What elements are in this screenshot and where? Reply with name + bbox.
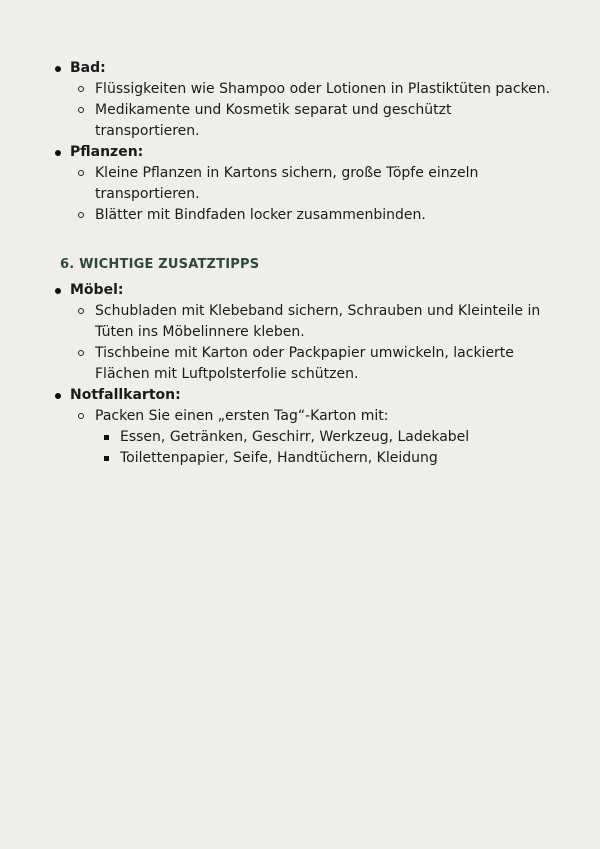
- item-heading: Notfallkarton:: [70, 387, 181, 403]
- nested-list: [95, 427, 560, 469]
- nested-list-item: Essen, Getränken, Geschirr, Werkzeug, Ladekabel: [95, 427, 560, 448]
- sub-list: [70, 406, 560, 469]
- list-item: [52, 385, 560, 469]
- list-item: [52, 58, 560, 142]
- sub-list-item: [70, 406, 560, 469]
- sub-list-item: Tischbeine mit Karton oder Packpapier umwickeln, lackierte Flächen mit Luftpolsterfolie schützen.: [70, 343, 560, 385]
- sub-list-item: Schubladen mit Klebeband sichern, Schrauben und Kleinteile in Tüten ins Möbelinnere kleben.: [70, 301, 560, 343]
- sub-list-item: Flüssigkeiten wie Shampoo oder Lotionen in Plastiktüten packen.: [70, 79, 560, 100]
- sub-list-item: Kleine Pflanzen in Kartons sichern, große Töpfe einzeln transportieren.: [70, 163, 560, 205]
- item-heading: Pflanzen:: [70, 144, 144, 160]
- sub-list-item: Blätter mit Bindfaden locker zusammenbinden.: [70, 205, 560, 226]
- list-item: [52, 142, 560, 226]
- section-title: 6. WICHTIGE ZUSATZTIPPS: [60, 257, 260, 272]
- item-heading: Bad:: [70, 60, 106, 76]
- sub-list-item-text: Packen Sie einen „ersten Tag“-Karton mit:: [95, 408, 389, 424]
- sub-list: [70, 163, 560, 226]
- nested-list-item: Toilettenpapier, Seife, Handtüchern, Kleidung: [95, 448, 560, 469]
- sub-list: [70, 301, 560, 385]
- extra-tips-list: [52, 280, 560, 469]
- item-heading: Möbel:: [70, 282, 124, 298]
- sub-list: [70, 79, 560, 142]
- sub-list-item: Medikamente und Kosmetik separat und geschützt transportieren.: [70, 100, 560, 142]
- list-item: [52, 280, 560, 385]
- room-tips-list: [52, 58, 560, 226]
